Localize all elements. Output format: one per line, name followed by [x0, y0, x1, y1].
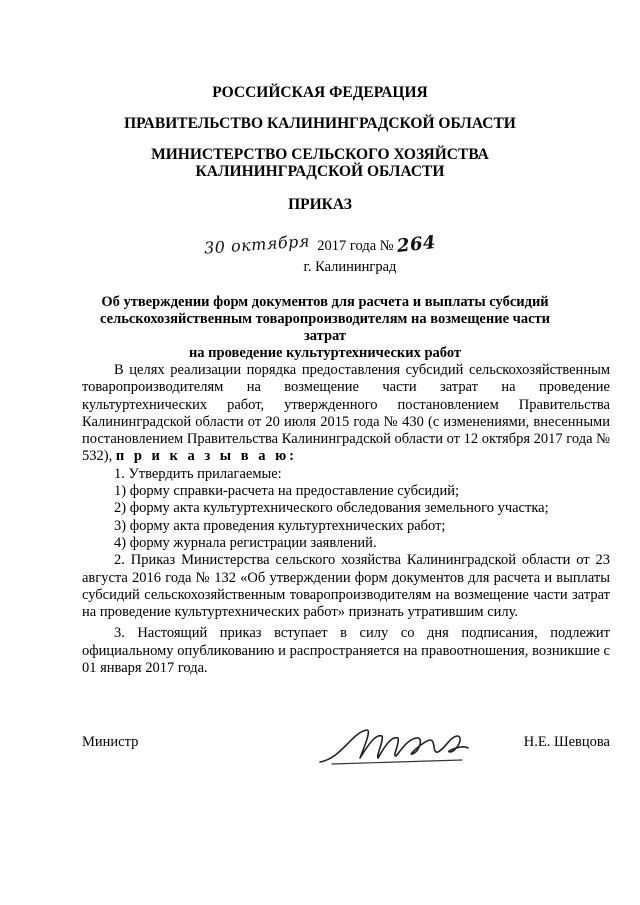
signature-block: [82, 722, 610, 772]
printed-year: 2017 года: [317, 238, 377, 254]
document-type: ПРИКАЗ: [288, 196, 352, 213]
signatory-name: Н.Е. Шевцова: [523, 734, 610, 750]
item-3: 3. Настоящий приказ вступает в силу со дня подписания, подлежит официальному опубликованию и распространяется на правоотношения, возникшие с 01 января 2017 года.: [82, 625, 610, 677]
header-government: ПРАВИТЕЛЬСТВО КАЛИНИНГРАДСКОЙ ОБЛАСТИ: [124, 115, 516, 132]
handwritten-date: 30 октября: [203, 231, 311, 258]
item-1: 1. Утвердить прилагаемые:: [114, 465, 282, 482]
item-2: 2. Приказ Министерства сельского хозяйства Калининградской области от 23 августа 2016 года № 132 «Об утверждении форм документов для расчета и выплаты субсидий сельскохозяйственным товаропроизводителям на возмещение части затрат на проведение культуртехнических работ» признать утратившим силу.: [82, 552, 610, 621]
header-ministry-line1: МИНИСТЕРСТВО СЕЛЬСКОГО ХОЗЯЙСТВА: [151, 146, 489, 163]
title-line-1: Об утверждении форм документов для расчета и выплаты субсидий: [101, 294, 549, 310]
title-line-3: на проведение культуртехнических работ: [188, 345, 462, 361]
order-word: п р и к а з ы в а ю:: [115, 448, 297, 465]
document-title: [80, 294, 570, 362]
preamble-text: В целях реализации порядка предоставления субсидий сельскохозяйственным товаропроизводителям на возмещение части затрат на проведение культуртехнических работ, утвержденного постановлением Правительства Калининградской области от 20 июля 2015 года № 430 (с изменениями, внесенными постановлением Правительства Калининградской области от 12 октября 2017 года № 532),: [82, 362, 610, 465]
date-number-line: [0, 232, 640, 258]
handwritten-number: 264: [396, 232, 438, 257]
document-body: [82, 362, 610, 677]
header-ministry-line2: КАЛИНИНГРАДСКОЙ ОБЛАСТИ: [195, 163, 445, 180]
subitem-1: 1) форму справки-расчета на предоставление субсидий;: [114, 483, 460, 500]
subitem-4: 4) форму журнала регистрации заявлений.: [114, 534, 377, 551]
number-label: №: [379, 238, 394, 254]
subitem-2: 2) форму акта культуртехнического обследования земельного участка;: [114, 500, 549, 517]
preamble-paragraph: [82, 362, 610, 466]
title-line-2: сельскохозяйственным товаропроизводителям на возмещение части затрат: [100, 311, 550, 344]
city: г. Калининград: [303, 259, 397, 275]
subitem-3: 3) форму акта проведения культуртехнических работ;: [114, 517, 446, 534]
signatory-role: Министр: [82, 734, 139, 750]
handwritten-signature-icon: [312, 722, 472, 768]
header-country: РОССИЙСКАЯ ФЕДЕРАЦИЯ: [212, 84, 428, 101]
